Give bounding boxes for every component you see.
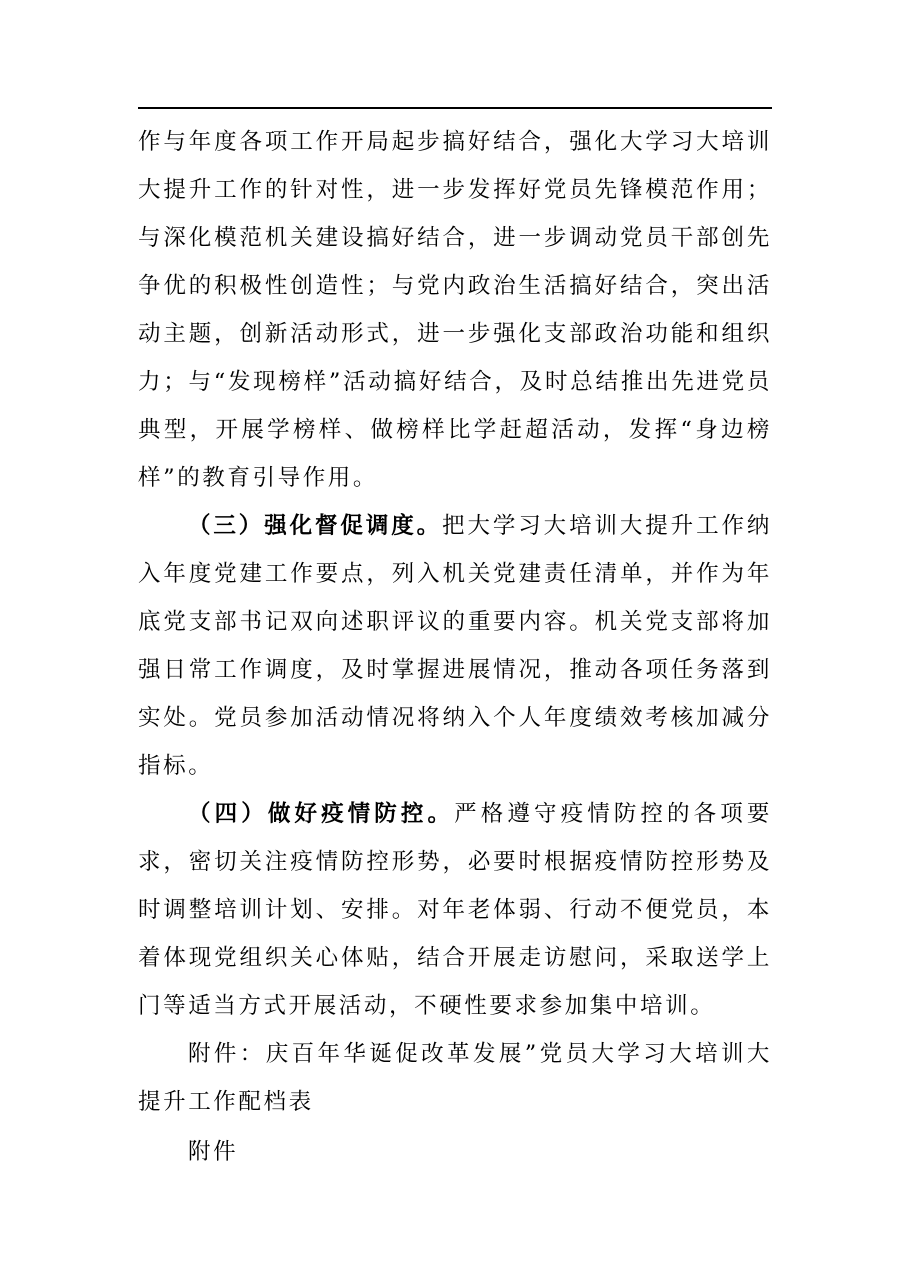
document-body — [138, 118, 772, 1176]
section-3-heading: （三）强化督促调度。 — [188, 513, 443, 539]
attachment-note: 附件：庆百年华诞促改革发展”党员大学习大培训大提升工作配档表 — [138, 1041, 772, 1115]
section-4-text: 严格遵守疫情防控的各项要求，密切关注疫情防控形势，必要时根据疫情防控形势及时调整培训计划、安排。对年老体弱、行动不便党员，本着体现党组织关心体贴，结合开展走访慰问，采取送学上门等适当方式开展活动，不硬性要求参加集中培训。 — [138, 801, 772, 1019]
header-rule — [138, 107, 772, 109]
section-3-text: 把大学习大培训大提升工作纳入年度党建工作要点，列入机关党建责任清单，并作为年底党支部书记双向述职评议的重要内容。机关党支部将加强日常工作调度，及时掌握进展情况，推动各项任务落到实处。党员参加活动情况将纳入个人年度绩效考核加减分指标。 — [138, 513, 772, 779]
section-3-paragraph — [138, 502, 772, 790]
section-4-paragraph — [138, 790, 772, 1030]
continued-paragraph: 作与年度各项工作开局起步搞好结合，强化大学习大培训大提升工作的针对性，进一步发挥好党员先锋模范作用；与深化模范机关建设搞好结合，进一步调动党员干部创先争优的积极性创造性；与党内政治生活搞好结合，突出活动主题，创新活动形式，进一步强化支部政治功能和组织力；与“发现榜样”活动搞好结合，及时总结推出先进党员典型，开展学榜样、做榜样比学赶超活动，发挥“身边榜样”的教育引导作用。 — [138, 129, 772, 491]
section-4-heading: （四）做好疫情防控。 — [188, 801, 455, 827]
attachment-label: 附件 — [188, 1139, 239, 1165]
